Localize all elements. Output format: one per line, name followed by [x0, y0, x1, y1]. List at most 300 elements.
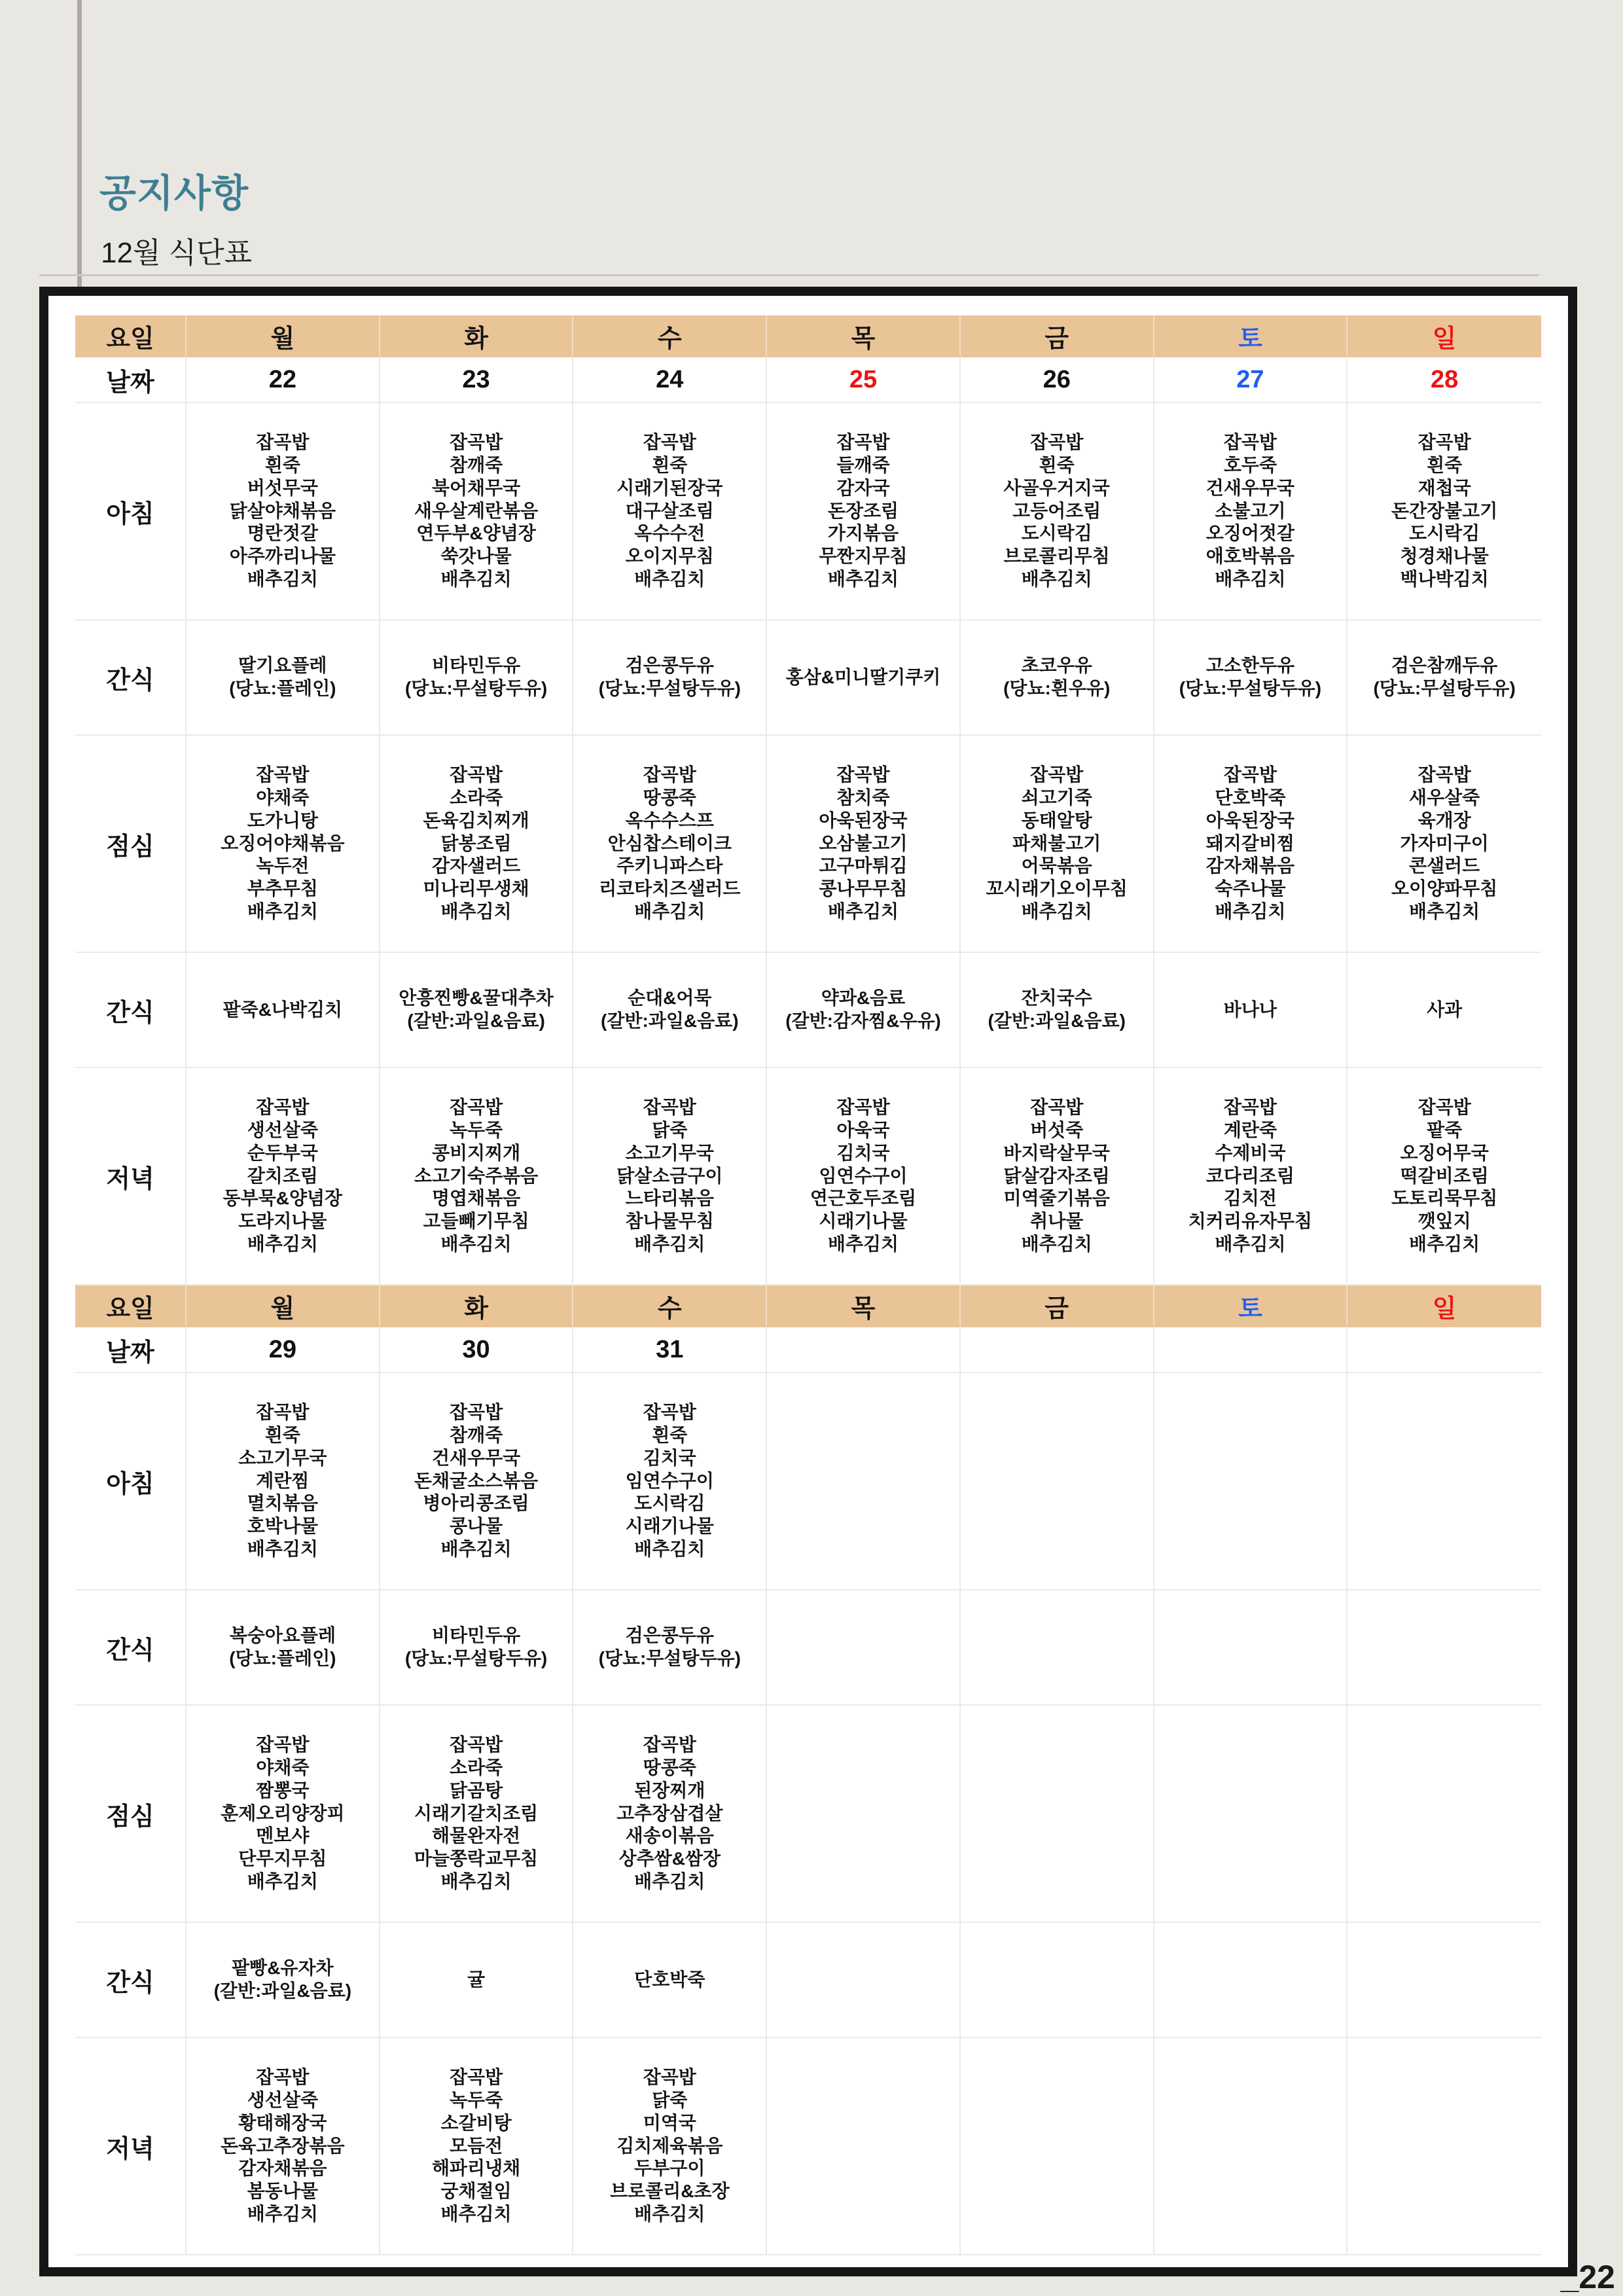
date-cell: 25: [767, 357, 961, 403]
meal-row: [75, 1373, 1541, 1590]
menu-item: 북어채무국: [431, 477, 521, 498]
menu-item: 새우살죽: [1409, 787, 1480, 808]
menu-item: 멘보샤: [256, 1825, 310, 1846]
page-number: _22: [1560, 2259, 1615, 2295]
menu-table: [75, 315, 1541, 2255]
meal-row: [75, 2038, 1541, 2255]
menu-cell: [1347, 1590, 1541, 1706]
menu-item: 잡곡밥: [643, 1734, 696, 1755]
menu-cell: [1154, 2038, 1348, 2255]
menu-item: 야채죽: [256, 787, 310, 808]
day-header-cell: 수: [573, 315, 767, 357]
menu-item: 팥죽&나박김치: [223, 999, 343, 1020]
menu-item: 잡곡밥: [1418, 432, 1471, 453]
menu-cell: [767, 2038, 961, 2255]
menu-item: 연근호두조림: [810, 1188, 917, 1209]
menu-item: 배추김치: [1021, 901, 1092, 922]
menu-cell: [961, 953, 1154, 1068]
menu-item: 아욱국: [836, 1120, 890, 1141]
menu-item: 오삼불고기: [819, 833, 908, 853]
menu-item: 무짠지무침: [819, 546, 908, 567]
menu-item: 청경채나물: [1400, 546, 1489, 567]
menu-cell: [187, 1373, 380, 1590]
menu-item: 숙주나물: [1215, 878, 1286, 899]
menu-item: 단호박죽: [1215, 787, 1286, 808]
menu-item: 도시락김: [1409, 523, 1480, 544]
date-cell: 23: [380, 357, 574, 403]
menu-item: 도시락김: [634, 1493, 705, 1514]
menu-item: 버섯무국: [247, 477, 318, 498]
menu-item: 배추김치: [634, 1871, 705, 1892]
date-cell: [767, 1327, 961, 1373]
date-row: [75, 357, 1541, 403]
menu-item: 꼬시래기오이무침: [986, 878, 1128, 899]
menu-cell: [1347, 620, 1541, 736]
menu-cell: [1154, 1068, 1348, 1285]
menu-cell: [1154, 1373, 1348, 1590]
menu-cell: [961, 620, 1154, 736]
day-header-cell: 화: [380, 315, 574, 357]
menu-item: 배추김치: [247, 901, 318, 922]
menu-item: 잡곡밥: [256, 2067, 310, 2088]
menu-item: 순두부국: [247, 1142, 318, 1163]
menu-item: 잡곡밥: [1223, 764, 1277, 785]
menu-item: 어묵볶음: [1021, 855, 1092, 876]
menu-item: 시래기갈치조림: [414, 1803, 539, 1823]
menu-item: 옥수수전: [634, 523, 705, 544]
menu-item: 멸치볶음: [247, 1493, 318, 1514]
menu-item: 잡곡밥: [1418, 1097, 1471, 1118]
menu-cell: [380, 2038, 574, 2255]
menu-item: 임연수구이: [625, 1470, 714, 1491]
day-header-cell: 화: [380, 1285, 574, 1327]
menu-item: 잔치국수: [1021, 988, 1092, 1009]
menu-item: 비타민두유: [431, 655, 521, 676]
menu-item: 애호박볶음: [1205, 546, 1295, 567]
menu-cell: [573, 403, 767, 620]
menu-cell: [573, 1706, 767, 1923]
menu-item: 비타민두유: [431, 1625, 521, 1646]
menu-cell: [767, 1373, 961, 1590]
menu-item: 김치전: [1223, 1188, 1277, 1209]
menu-item: 소불고기: [1215, 500, 1286, 521]
row-label-cell: 점심: [75, 1706, 187, 1923]
menu-item: 참치죽: [836, 787, 890, 808]
menu-item: 쇠고기죽: [1021, 787, 1092, 808]
menu-item: 생선살죽: [247, 1120, 318, 1141]
menu-item: 잡곡밥: [1418, 764, 1471, 785]
menu-item: 참나물무침: [625, 1211, 714, 1232]
menu-item: 잡곡밥: [643, 432, 696, 453]
row-label-cell: 점심: [75, 736, 187, 953]
menu-cell: [573, 1923, 767, 2038]
menu-item: 배추김치: [1409, 901, 1480, 922]
menu-item: 배추김치: [1215, 1233, 1286, 1254]
menu-item: 고구마튀김: [819, 855, 908, 876]
menu-item: 사골우거지국: [1003, 477, 1110, 498]
menu-cell: [187, 1706, 380, 1923]
day-corner-cell: 요일: [75, 1285, 187, 1327]
menu-item: 쑥갓나물: [440, 546, 512, 567]
menu-item: 해파리냉채: [431, 2158, 521, 2179]
menu-item: 고소한두유: [1205, 655, 1295, 676]
date-cell: [961, 1327, 1154, 1373]
menu-item: 배추김치: [634, 1233, 705, 1254]
menu-item: 딸기요플레: [238, 655, 327, 676]
menu-cell: [380, 403, 574, 620]
menu-item: 배추김치: [1215, 568, 1286, 589]
day-header-cell: 일: [1347, 315, 1541, 357]
menu-item: 미역줄기볶음: [1003, 1188, 1110, 1209]
menu-cell: [1347, 1068, 1541, 1285]
menu-item: 재첩국: [1418, 477, 1471, 498]
menu-cell: [380, 1068, 574, 1285]
menu-item: 부추무침: [247, 878, 318, 899]
menu-item: 배추김치: [1215, 901, 1286, 922]
menu-item: 잡곡밥: [836, 432, 890, 453]
menu-item: 배추김치: [634, 2203, 705, 2224]
menu-item: 참깨죽: [449, 455, 503, 476]
menu-item: 잡곡밥: [643, 764, 696, 785]
menu-item: 잡곡밥: [449, 2067, 503, 2088]
day-header-cell: 금: [961, 1285, 1154, 1327]
menu-item: 소라죽: [449, 787, 503, 808]
menu-cell: [1347, 2038, 1541, 2255]
menu-item: 새우살계란볶음: [414, 500, 539, 521]
menu-item: (당뇨:플레인): [229, 678, 336, 698]
date-cell: 24: [573, 357, 767, 403]
menu-item: 돈육김치찌개: [423, 810, 529, 831]
page-title: 공지사항: [99, 172, 249, 215]
menu-item: 명엽채볶음: [431, 1188, 521, 1209]
menu-cell: [961, 1373, 1154, 1590]
menu-cell: [187, 1590, 380, 1706]
menu-item: 콘샐러드: [1409, 855, 1480, 876]
menu-item: 배추김치: [247, 1538, 318, 1559]
menu-item: 옥수수스프: [625, 810, 714, 831]
menu-cell: [1347, 953, 1541, 1068]
row-label-cell: 저녁: [75, 2038, 187, 2255]
menu-item: 버섯죽: [1030, 1120, 1084, 1141]
menu-item: 돈장조림: [827, 500, 899, 521]
menu-cell: [767, 1706, 961, 1923]
menu-item: 돈간장불고기: [1391, 500, 1498, 521]
menu-item: 호두죽: [1223, 455, 1277, 476]
menu-cell: [573, 1068, 767, 1285]
menu-item: 콩나무무침: [819, 878, 908, 899]
menu-cell: [767, 1923, 961, 2038]
menu-cell: [1154, 403, 1348, 620]
menu-item: 잡곡밥: [256, 1402, 310, 1423]
menu-item: 단무지무침: [238, 1848, 327, 1869]
menu-item: 닭살소금구이: [616, 1165, 723, 1186]
menu-cell: [187, 1923, 380, 2038]
day-header-cell: 일: [1347, 1285, 1541, 1327]
date-cell: 27: [1154, 357, 1348, 403]
menu-item: 잡곡밥: [1223, 1097, 1277, 1118]
menu-item: (갈반:과일&음료): [601, 1011, 739, 1031]
menu-cell: [573, 620, 767, 736]
menu-cell: [961, 736, 1154, 953]
menu-item: 배추김치: [440, 901, 512, 922]
date-cell: 31: [573, 1327, 767, 1373]
menu-item: 잡곡밥: [643, 1402, 696, 1423]
menu-item: (당뇨:무설탕두유): [404, 678, 548, 698]
menu-item: 오징어젓갈: [1205, 523, 1295, 544]
menu-cell: [187, 736, 380, 953]
date-cell: 28: [1347, 357, 1541, 403]
menu-item: 검은콩두유: [625, 1625, 714, 1646]
menu-item: 수제비국: [1215, 1142, 1286, 1163]
menu-item: 약과&음료: [821, 988, 906, 1009]
menu-item: 배추김치: [1021, 1233, 1092, 1254]
menu-item: 잡곡밥: [256, 1097, 310, 1118]
menu-item: (당뇨:무설탕두유): [598, 1648, 741, 1668]
row-label-cell: 아침: [75, 1373, 187, 1590]
menu-item: 대구살조림: [625, 500, 714, 521]
menu-item: 가자미구이: [1400, 833, 1489, 853]
meal-row: [75, 1923, 1541, 2038]
menu-item: 닭죽: [652, 1120, 688, 1141]
menu-item: 브로콜리무침: [1003, 546, 1110, 567]
date-cell: 30: [380, 1327, 574, 1373]
menu-cell: [187, 1068, 380, 1285]
menu-item: 도라지나물: [238, 1211, 327, 1232]
menu-item: (갈반:감자찜&우유): [785, 1011, 941, 1031]
meal-row: [75, 403, 1541, 620]
menu-item: 오이양파무침: [1391, 878, 1498, 899]
menu-item: 배추김치: [827, 1233, 899, 1254]
menu-item: 가지볶음: [827, 523, 899, 544]
menu-item: 귤: [467, 1969, 486, 1990]
menu-item: 오징어무국: [1400, 1142, 1489, 1163]
menu-item: 사과: [1427, 999, 1463, 1020]
date-cell: [1347, 1327, 1541, 1373]
menu-item: 건새우무국: [1205, 477, 1295, 498]
menu-item: 배추김치: [247, 1233, 318, 1254]
menu-item: 황태해장국: [238, 2112, 327, 2133]
menu-cell: [187, 2038, 380, 2255]
menu-item: 소갈비탕: [440, 2112, 512, 2133]
menu-item: 계란찜: [256, 1470, 310, 1491]
day-header-row: [75, 1285, 1541, 1327]
menu-cell: [1347, 736, 1541, 953]
menu-item: 소고기무국: [238, 1447, 327, 1468]
day-header-cell: 토: [1154, 1285, 1348, 1327]
day-header-cell: 월: [187, 315, 380, 357]
menu-item: 아욱된장국: [1205, 810, 1295, 831]
menu-item: 흰죽: [264, 1425, 300, 1446]
menu-item: 호박나물: [247, 1516, 318, 1537]
menu-item: 잡곡밥: [1030, 764, 1084, 785]
menu-cell: [767, 1590, 961, 1706]
meal-row: [75, 620, 1541, 736]
day-header-cell: 수: [573, 1285, 767, 1327]
menu-item: 잡곡밥: [1030, 1097, 1084, 1118]
menu-item: 새송이볶음: [625, 1825, 714, 1846]
menu-item: 배추김치: [634, 1538, 705, 1559]
row-label-cell: 간식: [75, 953, 187, 1068]
menu-cell: [1347, 1923, 1541, 2038]
menu-item: 육개장: [1418, 810, 1471, 831]
menu-item: 검은참깨두유: [1391, 655, 1498, 676]
menu-cell: [380, 953, 574, 1068]
menu-item: 시래기나물: [625, 1516, 714, 1537]
menu-item: 치커리유자무침: [1188, 1211, 1313, 1232]
day-header-cell: 토: [1154, 315, 1348, 357]
menu-item: 짬뽕국: [256, 1780, 310, 1801]
menu-item: 김치국: [643, 1447, 696, 1468]
menu-cell: [380, 620, 574, 736]
menu-item: 녹두죽: [449, 1120, 503, 1141]
menu-item: 초코우유: [1021, 655, 1092, 676]
menu-cell: [767, 403, 961, 620]
menu-item: 돼지갈비찜: [1205, 833, 1295, 853]
menu-cell: [573, 1590, 767, 1706]
day-corner-cell: 요일: [75, 315, 187, 357]
menu-item: 동태알탕: [1021, 810, 1092, 831]
menu-item: 소고기무국: [625, 1142, 714, 1163]
day-header-cell: 목: [767, 315, 961, 357]
menu-cell: [380, 736, 574, 953]
menu-cell: [1347, 1706, 1541, 1923]
menu-item: 아욱된장국: [819, 810, 908, 831]
menu-item: 건새우무국: [431, 1447, 521, 1468]
menu-item: 홍삼&미니딸기쿠키: [785, 666, 941, 687]
menu-cell: [573, 2038, 767, 2255]
menu-cell: [961, 1068, 1154, 1285]
menu-cell: [1154, 1590, 1348, 1706]
menu-item: 땅콩죽: [643, 787, 696, 808]
meal-row: [75, 1706, 1541, 1923]
menu-item: 코다리조림: [1205, 1165, 1295, 1186]
menu-item: 바나나: [1223, 999, 1277, 1020]
menu-item: 잡곡밥: [449, 1097, 503, 1118]
page-subtitle: 12월 식단표: [101, 237, 253, 269]
menu-item: 참깨죽: [449, 1425, 503, 1446]
menu-cell: [767, 1068, 961, 1285]
menu-item: 단호박죽: [634, 1969, 705, 1990]
menu-item: (당뇨:무설탕두유): [404, 1648, 548, 1668]
day-header-cell: 목: [767, 1285, 961, 1327]
menu-item: 잡곡밥: [643, 2067, 696, 2088]
menu-item: 봄동나물: [247, 2181, 318, 2202]
menu-item: 갈치조림: [247, 1165, 318, 1186]
row-label-cell: 간식: [75, 1590, 187, 1706]
menu-item: 배추김치: [1021, 568, 1092, 589]
menu-item: 배추김치: [440, 1538, 512, 1559]
menu-cell: [1347, 403, 1541, 620]
menu-cell: [961, 403, 1154, 620]
menu-item: 감자채볶음: [1205, 855, 1295, 876]
row-label-cell: 아침: [75, 403, 187, 620]
menu-item: 녹두전: [256, 855, 310, 876]
menu-item: 동부묵&양념장: [223, 1188, 343, 1209]
subtitle-divider: [39, 274, 1539, 276]
menu-item: 느타리볶음: [625, 1188, 714, 1209]
menu-item: (당뇨:무설탕두유): [598, 678, 741, 698]
menu-cell: [1347, 1373, 1541, 1590]
menu-cell: [380, 1706, 574, 1923]
meal-row: [75, 736, 1541, 953]
menu-item: 잡곡밥: [1030, 432, 1084, 453]
menu-item: 콩나물: [449, 1516, 503, 1537]
menu-item: 해물완자전: [431, 1825, 521, 1846]
menu-item: 김치제육볶음: [616, 2135, 723, 2156]
menu-item: 잡곡밥: [836, 1097, 890, 1118]
menu-item: 주키니파스타: [616, 855, 723, 876]
menu-cell: [1154, 1923, 1348, 2038]
menu-item: 땅콩죽: [643, 1757, 696, 1778]
menu-item: 배추김치: [1409, 1233, 1480, 1254]
menu-item: 고들빼기무침: [423, 1211, 529, 1232]
menu-item: 잡곡밥: [449, 1734, 503, 1755]
menu-item: 떡갈비조림: [1400, 1165, 1489, 1186]
menu-item: 상추쌈&쌈장: [618, 1848, 721, 1869]
menu-item: 닭살야채볶음: [229, 500, 336, 521]
menu-item: 팥죽: [1427, 1120, 1463, 1141]
menu-cell: [187, 403, 380, 620]
menu-item: 미나리무생채: [423, 878, 529, 899]
menu-cell: [573, 1373, 767, 1590]
meal-row: [75, 1590, 1541, 1706]
menu-cell: [1154, 620, 1348, 736]
row-label-cell: 저녁: [75, 1068, 187, 1285]
menu-item: 시래기된장국: [616, 477, 723, 498]
menu-item: 흰죽: [264, 455, 300, 476]
date-label-cell: 날짜: [75, 357, 187, 403]
margin-rule: [77, 0, 82, 292]
menu-item: 녹두죽: [449, 2090, 503, 2111]
menu-item: 미역국: [643, 2112, 696, 2133]
menu-item: 닭살감자조림: [1003, 1165, 1110, 1186]
menu-item: 닭봉조림: [440, 833, 512, 853]
menu-item: 시래기나물: [819, 1211, 908, 1232]
menu-item: 궁채절임: [440, 2181, 512, 2202]
menu-item: 고추장삼겹살: [616, 1803, 723, 1823]
menu-item: 배추김치: [827, 901, 899, 922]
date-cell: [1154, 1327, 1348, 1373]
menu-item: 아주까리나물: [229, 546, 336, 567]
meal-row: [75, 953, 1541, 1068]
menu-item: 들깨죽: [836, 455, 890, 476]
menu-item: 소고기숙주볶음: [414, 1165, 539, 1186]
menu-item: 리코타치즈샐러드: [599, 878, 741, 899]
menu-item: 닭곰탕: [449, 1780, 503, 1801]
menu-item: 두부구이: [634, 2158, 705, 2179]
date-cell: 22: [187, 357, 380, 403]
menu-item: 브로콜리&초장: [610, 2181, 730, 2202]
menu-cell: [1154, 736, 1348, 953]
menu-item: 배추김치: [440, 1233, 512, 1254]
menu-item: 배추김치: [440, 568, 512, 589]
menu-item: 야채죽: [256, 1757, 310, 1778]
menu-item: 모듬전: [449, 2135, 503, 2156]
menu-item: 백나박김치: [1400, 568, 1489, 589]
menu-item: 명란젓갈: [247, 523, 318, 544]
menu-cell: [767, 620, 961, 736]
date-row: [75, 1327, 1541, 1373]
row-label-cell: 간식: [75, 1923, 187, 2038]
menu-item: 배추김치: [634, 568, 705, 589]
menu-item: 연두부&양념장: [416, 523, 536, 544]
row-label-cell: 간식: [75, 620, 187, 736]
menu-cell: [1154, 1706, 1348, 1923]
menu-item: (당뇨:흰우유): [1003, 678, 1111, 698]
menu-item: 배추김치: [634, 901, 705, 922]
date-label-cell: 날짜: [75, 1327, 187, 1373]
menu-item: (갈반:과일&음료): [407, 1011, 545, 1031]
